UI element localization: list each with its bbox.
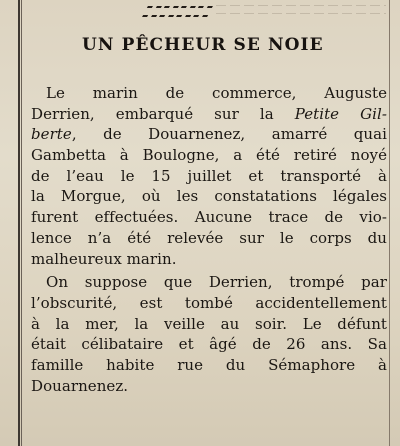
article-headline: UN PÊCHEUR SE NOIE (82, 35, 324, 55)
article-line: à la mer, la veille au soir. Le défunt (31, 314, 387, 333)
article-line: lence n’a été relevée sur le corps du (31, 228, 387, 247)
ornament-mark (202, 6, 213, 17)
article-body (31, 83, 387, 396)
article-line: Douarnenez. (31, 376, 129, 395)
faint-line (216, 13, 386, 14)
faint-adjacent-column-text (216, 0, 386, 30)
section-ornament (145, 6, 210, 16)
article-line: berte, de Douarnenez, amarré quai (31, 125, 387, 144)
article-line: Le marin de commerce, Auguste (46, 84, 387, 102)
article-line: de l’eau le 15 juillet et transporté à (31, 166, 387, 185)
article-line: Gambetta à Boulogne, a été retiré noyé (31, 146, 387, 165)
article-line: On suppose que Derrien, trompé par (46, 273, 387, 292)
article-line: malheureux marin. (31, 249, 177, 268)
article-line: la Morgue, où les constatations légales (31, 187, 387, 206)
article-line: était célibataire et âgé de 26 ans. Sa (31, 335, 387, 354)
faint-line (216, 5, 386, 6)
article-line: l’obscurité, est tombé accidentellement (31, 293, 387, 312)
article-line: furent effectuées. Aucune trace de vio- (31, 208, 387, 227)
right-column-rule (389, 0, 390, 446)
article-paragraph-2 (31, 272, 387, 396)
left-column-rule (18, 0, 20, 446)
left-column-inner-rule (21, 0, 22, 446)
article-paragraph-1 (31, 83, 387, 269)
article-line: famille habite rue du Sémaphore à (31, 355, 387, 374)
article-line: Derrien, embarqué sur la Petite Gil- (31, 104, 387, 123)
